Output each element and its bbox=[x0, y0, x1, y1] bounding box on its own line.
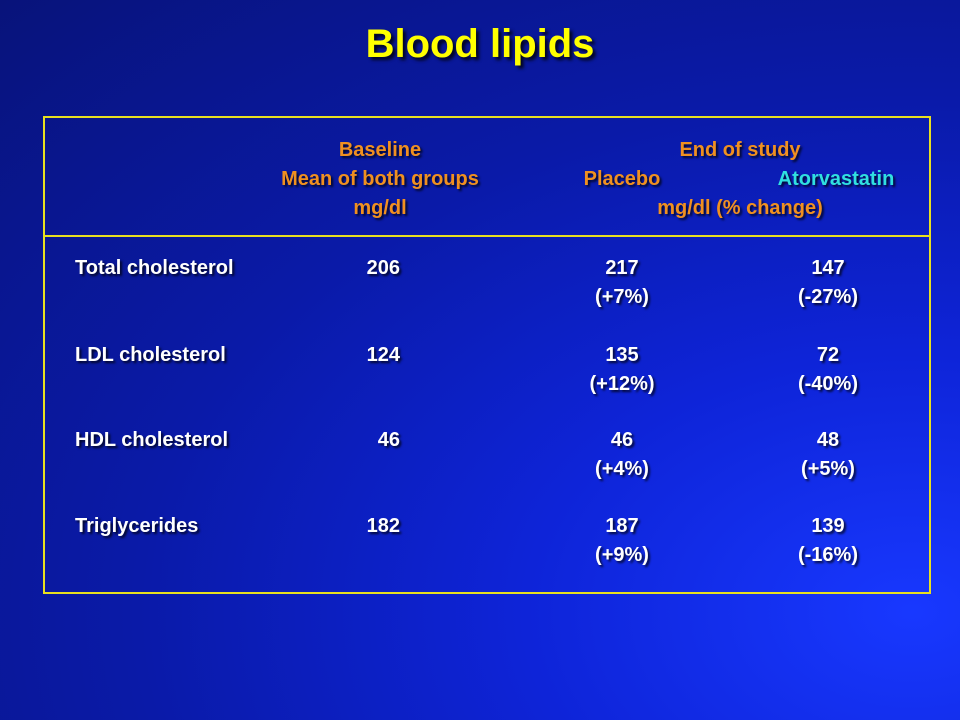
atorvastatin-change: (-16%) bbox=[797, 544, 858, 566]
header-end-of-study: End of study bbox=[679, 139, 801, 161]
placebo-value: 46 bbox=[610, 429, 634, 451]
header-placebo: Placebo bbox=[583, 168, 661, 190]
placebo-change: (+9%) bbox=[595, 544, 649, 566]
baseline-value: 46 bbox=[377, 429, 400, 451]
row-label: Total cholesterol bbox=[75, 257, 234, 279]
baseline-value: 182 bbox=[366, 515, 400, 537]
atorvastatin-value: 139 bbox=[811, 515, 845, 537]
row-label: HDL cholesterol bbox=[75, 429, 228, 451]
row-label: Triglycerides bbox=[75, 515, 199, 537]
header-baseline-sub: Mean of both groups bbox=[281, 168, 479, 190]
baseline-value: 124 bbox=[366, 344, 400, 366]
placebo-change: (+12%) bbox=[589, 373, 655, 395]
header-end-unit: mg/dl (% change) bbox=[657, 197, 823, 219]
placebo-change: (+7%) bbox=[595, 286, 649, 308]
atorvastatin-value: 48 bbox=[816, 429, 840, 451]
slide-title: Blood lipids bbox=[365, 22, 595, 66]
placebo-value: 187 bbox=[605, 515, 639, 537]
atorvastatin-change: (-27%) bbox=[797, 286, 858, 308]
header-atorvastatin: Atorvastatin bbox=[777, 168, 895, 190]
placebo-value: 217 bbox=[605, 257, 639, 279]
header-baseline: Baseline bbox=[338, 139, 422, 161]
header-baseline-unit: mg/dl bbox=[353, 197, 407, 219]
atorvastatin-value: 72 bbox=[816, 344, 840, 366]
placebo-value: 135 bbox=[605, 344, 639, 366]
atorvastatin-value: 147 bbox=[811, 257, 845, 279]
placebo-change: (+4%) bbox=[595, 458, 649, 480]
header-divider bbox=[43, 235, 931, 237]
baseline-value: 206 bbox=[366, 257, 400, 279]
row-label: LDL cholesterol bbox=[75, 344, 226, 366]
atorvastatin-change: (-40%) bbox=[797, 373, 858, 395]
atorvastatin-change: (+5%) bbox=[801, 458, 855, 480]
